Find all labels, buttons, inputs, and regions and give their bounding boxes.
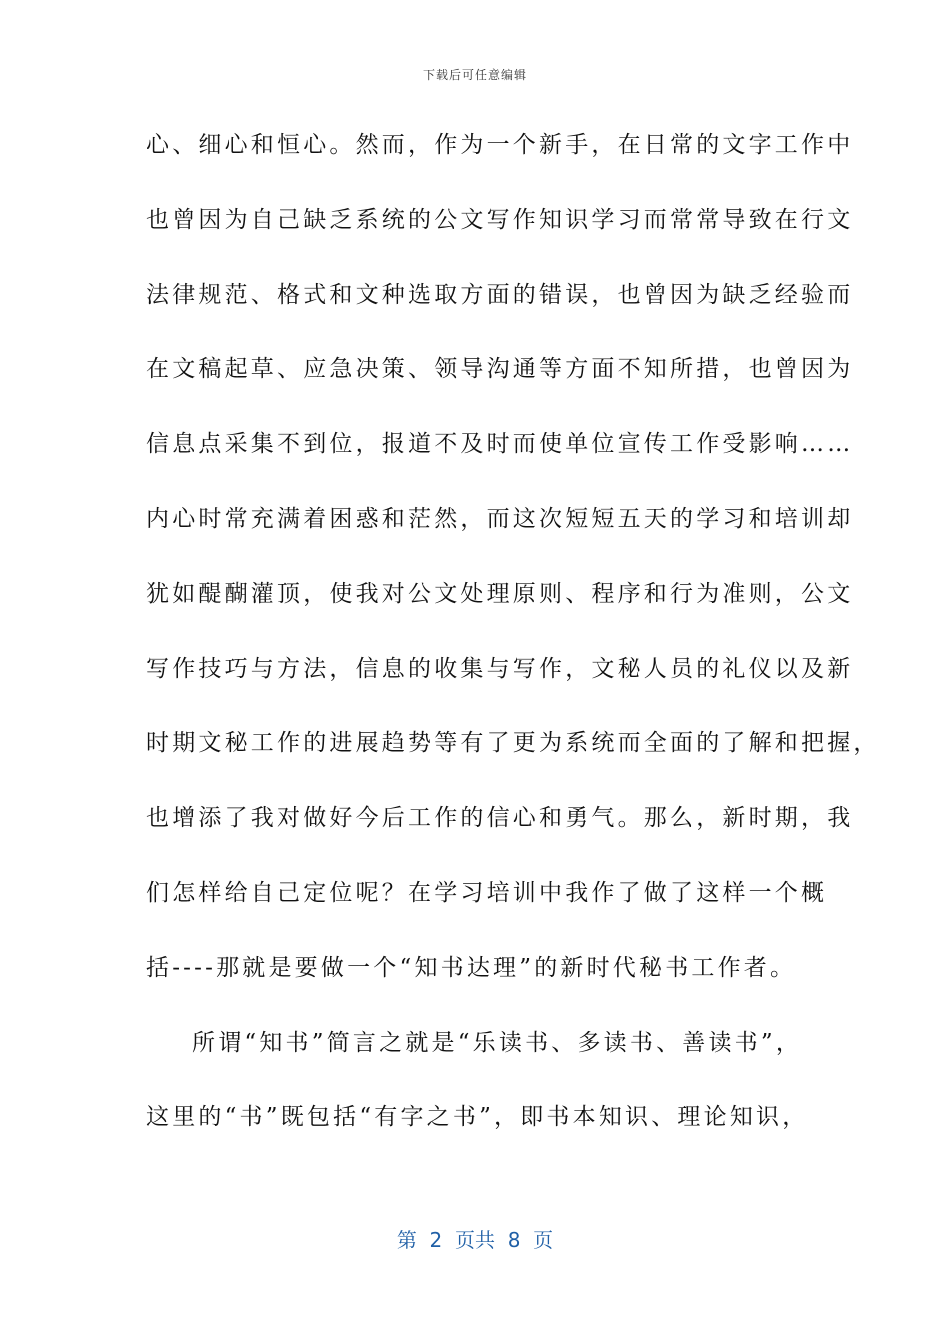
page-header: 下载后可任意编辑 <box>422 68 527 82</box>
text-line: 这里的“书”既包括“有字之书”，即书本知识、理论知识， <box>146 1104 809 1131</box>
text-line: 写作技巧与方法，信息的收集与写作，文秘人员的礼仪以及新 <box>146 655 854 682</box>
text-line: 法律规范、格式和文种选取方面的错误，也曾因为缺乏经验而 <box>146 281 854 308</box>
document-body <box>146 117 880 1164</box>
text-line: 信息点采集不到位，报道不及时而使单位宣传工作受影响…… <box>146 431 854 458</box>
text-line: 也增添了我对做好今后工作的信心和勇气。那么，新时期，我 <box>146 805 854 832</box>
text-line: 们怎样给自己定位呢？在学习培训中我作了做了这样一个概 <box>146 879 828 906</box>
page-number-footer: 第 2 页共 8 页 <box>396 1228 554 1252</box>
text-line: 时期文秘工作的进展趋势等有了更为系统而全面的了解和把握， <box>146 730 880 757</box>
paragraph-start-line: 所谓“知书”简言之就是“乐读书、多读书、善读书”， <box>192 1029 803 1056</box>
text-line: 心、细心和恒心。然而，作为一个新手，在日常的文字工作中 <box>146 132 854 158</box>
text-line: 也曾因为自己缺乏系统的公文写作知识学习而常常导致在行文 <box>146 206 854 233</box>
text-line: 括----那就是要做一个“知书达理”的新时代秘书工作者。 <box>146 954 797 981</box>
text-line: 内心时常充满着困惑和茫然，而这次短短五天的学习和培训却 <box>146 505 854 532</box>
text-line: 犹如醍醐灌顶，使我对公文处理原则、程序和行为准则，公文 <box>146 580 854 607</box>
text-line: 在文稿起草、应急决策、领导沟通等方面不知所措，也曾因为 <box>146 356 854 383</box>
